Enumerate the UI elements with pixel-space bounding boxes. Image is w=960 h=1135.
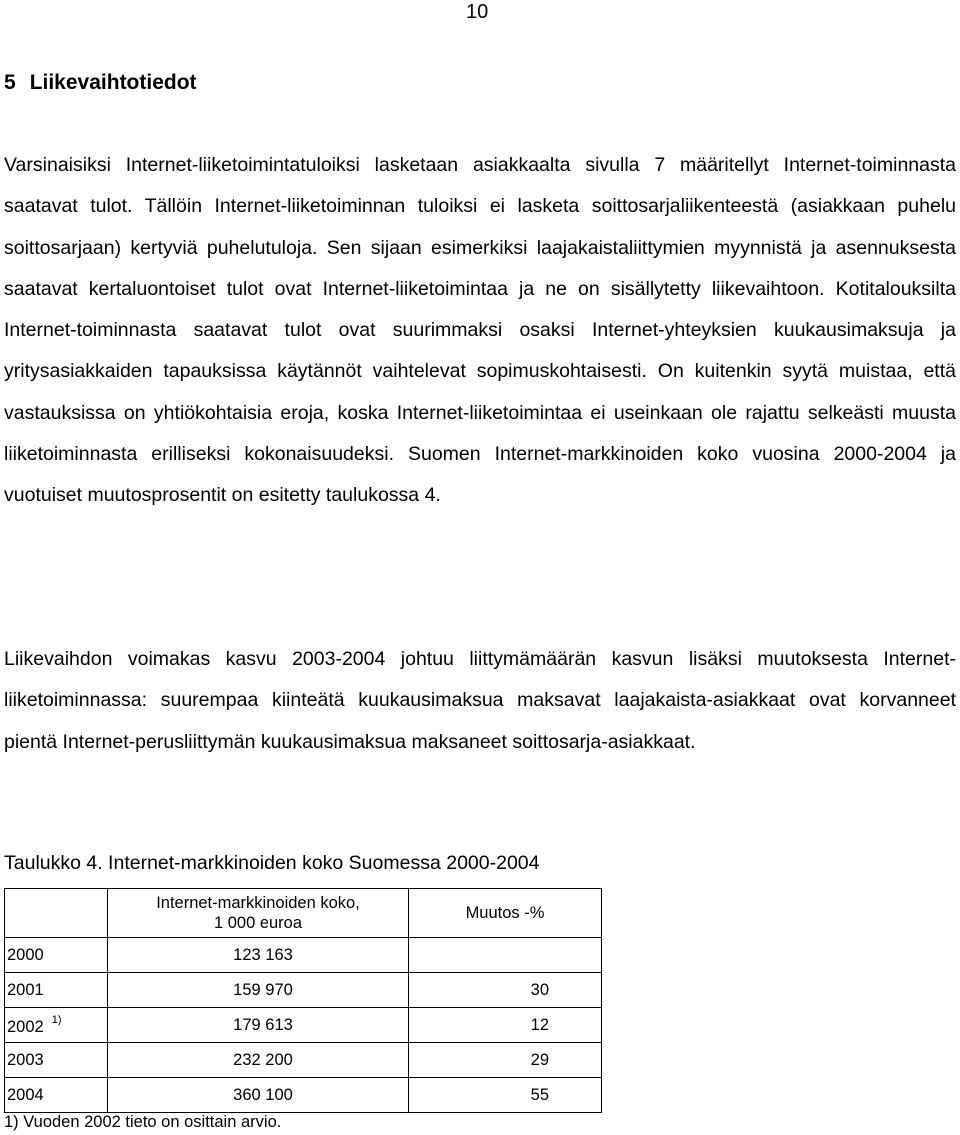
- table-footnote: 1) Vuoden 2002 tieto on osittain arvio.: [4, 1113, 282, 1131]
- page-number: 10: [466, 1, 489, 23]
- year-value: 2002: [7, 1017, 44, 1036]
- cell-year: [5, 1043, 108, 1078]
- year-value: 2004: [7, 1085, 44, 1104]
- section-heading: [4, 70, 197, 96]
- cell-change: [409, 938, 602, 973]
- table-caption: Taulukko 4. Internet-markkinoiden koko Suomessa 2000-2004: [4, 852, 540, 874]
- cell-year: [5, 938, 108, 973]
- body-paragraph: Liikevaihdon voimakas kasvu 2003-2004 johtuu liittymämäärän kasvun lisäksi muutoksesta Internet-liiketoiminnassa: suurempaa kiinteätä kuukausimaksua maksavat laajakaista-asiakkaat ovat korvanneet pientä Internet-perusliittymän kuukausimaksua maksaneet soittosarja-asiakkaat.: [4, 648, 956, 753]
- year-value: 2003: [7, 1050, 44, 1069]
- cell-year: [5, 1078, 108, 1113]
- section-title: Liikevaihtotiedot: [29, 71, 197, 94]
- section-number: 5: [4, 71, 16, 94]
- table-header-row: [5, 889, 602, 938]
- cell-change: 12: [409, 1008, 602, 1043]
- table-row: [5, 1043, 602, 1078]
- cell-market-size: 232 200: [108, 1043, 409, 1078]
- cell-change: 30: [409, 973, 602, 1008]
- header-year: [5, 889, 108, 938]
- year-value: 2000: [7, 945, 44, 964]
- year-value: 2001: [7, 980, 44, 999]
- cell-change: 29: [409, 1043, 602, 1078]
- header-market-size: [108, 889, 409, 938]
- cell-year: [5, 973, 108, 1008]
- footnote-marker: 1): [51, 1013, 62, 1026]
- header-market-size-line2: 1 000 euroa: [213, 914, 303, 932]
- cell-year: [5, 1008, 108, 1043]
- header-market-size-line1: Internet-markkinoiden koko,: [156, 894, 360, 912]
- cell-change: 55: [409, 1078, 602, 1113]
- cell-market-size: 123 163: [108, 938, 409, 973]
- table-row: [5, 938, 602, 973]
- cell-market-size: 159 970: [108, 973, 409, 1008]
- body-paragraph: Varsinaisiksi Internet-liiketoimintatuloiksi lasketaan asiakkaalta sivulla 7 määritellyt Internet-toiminnasta saatavat tulot. Tällöin Internet-liiketoiminnan tuloiksi ei lasketa soittosarjaliikenteestä (asiakkaan puhelu soittosarjaan) kertyviä puhelutuloja. Sen sijaan esimerkiksi laajakaistaliittymien myynnistä ja asennuksesta saatavat kertaluontoiset tulot ovat Internet-liiketoimintaa ja ne on sisällytetty liikevaihtoon. Kotitalouksilta Internet-toiminnasta saatavat tulot ovat suurimmaksi osaksi Internet-yhteyksien kuukausimaksuja ja yritysasiakkaiden tapauksissa käytännöt vaihtelevat sopimuskohtaisesti. On kuitenkin syytä muistaa, että vastauksissa on yhtiökohtaisia eroja, koska Internet-liiketoimintaa ei useinkaan ole rajattu selkeästi muusta liiketoiminnasta erilliseksi kokonaisuudeksi. Suomen Internet-markkinoiden koko vuosina 2000-2004 ja vuotuiset muutosprosentit on esitetty taulukossa 4.: [4, 154, 956, 507]
- table-row: [5, 1078, 602, 1113]
- table-row: [5, 1008, 602, 1043]
- cell-market-size: 360 100: [108, 1078, 409, 1113]
- header-change-percent: Muutos -%: [409, 889, 602, 938]
- table-row: [5, 973, 602, 1008]
- cell-market-size: 179 613: [108, 1008, 409, 1043]
- market-size-table: [4, 888, 602, 1113]
